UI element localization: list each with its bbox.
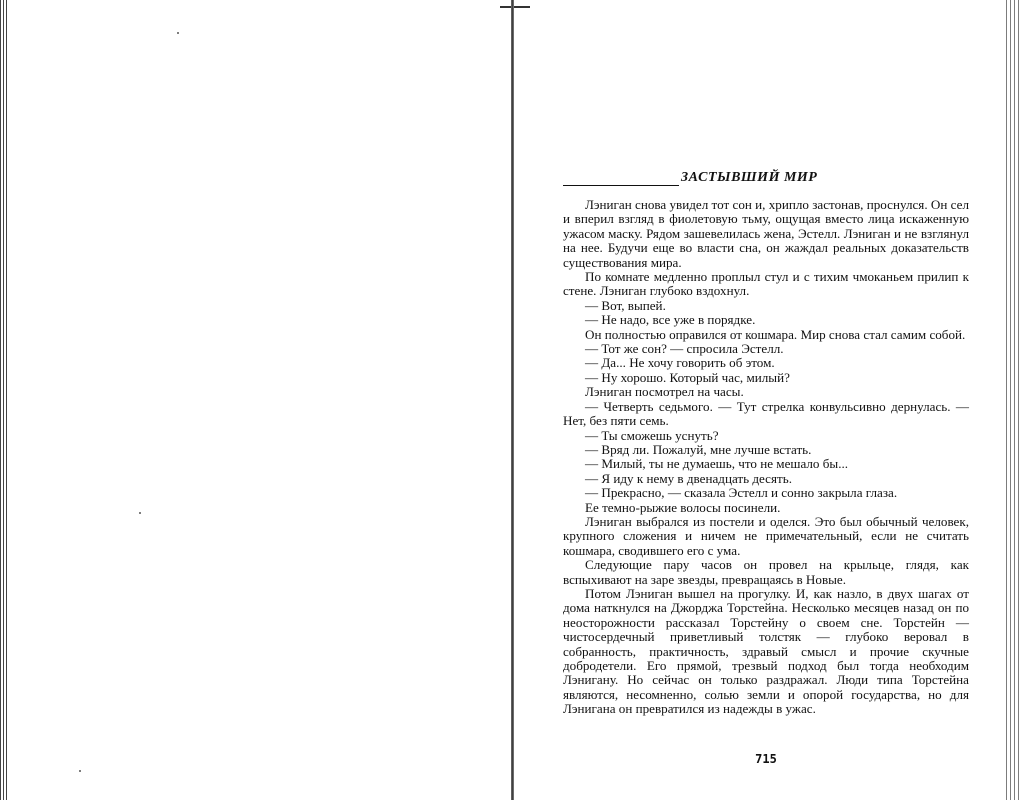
paragraph: — Тот же сон? — спросила Эстелл. [585, 341, 784, 357]
paragraph: Потом Лэниган вышел на прогулку. И, как назло, в двух шагах от дома наткнулся на Джорджа Торстейна. Несколько месяцев назад он по неосторожности рассказал Торстейну о своем сне. Торстейн — чистосердечный приветливый толстяк — глубоко веровал в собранность, практичность, здравый смысл и прочие скучные добродетели. Его прямой, трезвый подход был тогда необходим Лэнигану. Но сейчас он только раздражал. Люди типа Торстейна являются, несомненно, солью земли и опорой государства, но для Лэнигана он превратился из надежды в ужас. [563, 585, 969, 717]
paragraph: — Вот, выпей. [585, 297, 666, 313]
paragraph: По комнате медленно проплыл стул и с тихим чмоканьем прилип к стене. Лэниган глубоко вздохнул. [563, 269, 969, 299]
paragraph: — Да... Не хочу говорить об этом. [585, 355, 775, 371]
paper-speck [177, 32, 179, 34]
paragraph: — Ну хорошо. Который час, милый? [585, 369, 790, 385]
paragraph: Он полностью оправился от кошмара. Мир снова стал самим собой. [585, 326, 966, 342]
body-text [563, 198, 969, 717]
paragraph: Лэниган посмотрел на часы. [585, 384, 744, 400]
paragraph: — Четверть седьмого. — Тут стрелка конвульсивно дернулась. — Нет, без пяти семь. [563, 398, 969, 429]
paragraph: — Не надо, все уже в порядке. [585, 312, 756, 328]
page-number: 715 [755, 752, 777, 766]
paper-speck [79, 770, 81, 772]
gutter-top-mark [500, 0, 530, 8]
paragraph: — Прекрасно, — сказала Эстелл и сонно закрыла глаза. [585, 485, 898, 501]
running-header-title: ЗАСТЫВШИЙ МИР [681, 170, 818, 185]
left-page-stack-edge [0, 0, 9, 800]
paragraph: Следующие пару часов он провел на крыльце, глядя, как вспыхивают на заре звезды, превращаясь в Новые. [563, 557, 969, 587]
paragraph: — Ты сможешь уснуть? [585, 427, 719, 443]
paragraph: — Я иду к нему в двенадцать десять. [585, 470, 792, 486]
paragraph: — Вряд ли. Пожалуй, мне лучше встать. [585, 441, 812, 457]
left-page-blank [9, 0, 509, 800]
paragraph: Ее темно-рыжие волосы посинели. [585, 499, 781, 515]
paragraph: Лэниган выбрался из постели и оделся. Это был обычный человек, крупного сложения и ничем не примечательный, если не считать кошмара, сводившего его с ума. [563, 513, 969, 558]
right-page-stack-edge [1003, 0, 1021, 800]
paper-speck [139, 512, 141, 514]
book-gutter [511, 0, 514, 800]
running-header [563, 170, 969, 190]
header-rule [563, 185, 679, 186]
paragraph: — Милый, ты не думаешь, что не мешало бы... [585, 456, 849, 472]
paragraph: Лэниган снова увидел тот сон и, хрипло застонав, проснулся. Он сел и вперил взгляд в фиолетовую тьму, ощущая вместо лица искаженную ужасом маску. Рядом зашевелилась жена, Эстелл. Лэниган и не взглянул на нее. Будучи еще во власти сна, он жаждал реальных доказательств существования мира. [563, 197, 969, 270]
